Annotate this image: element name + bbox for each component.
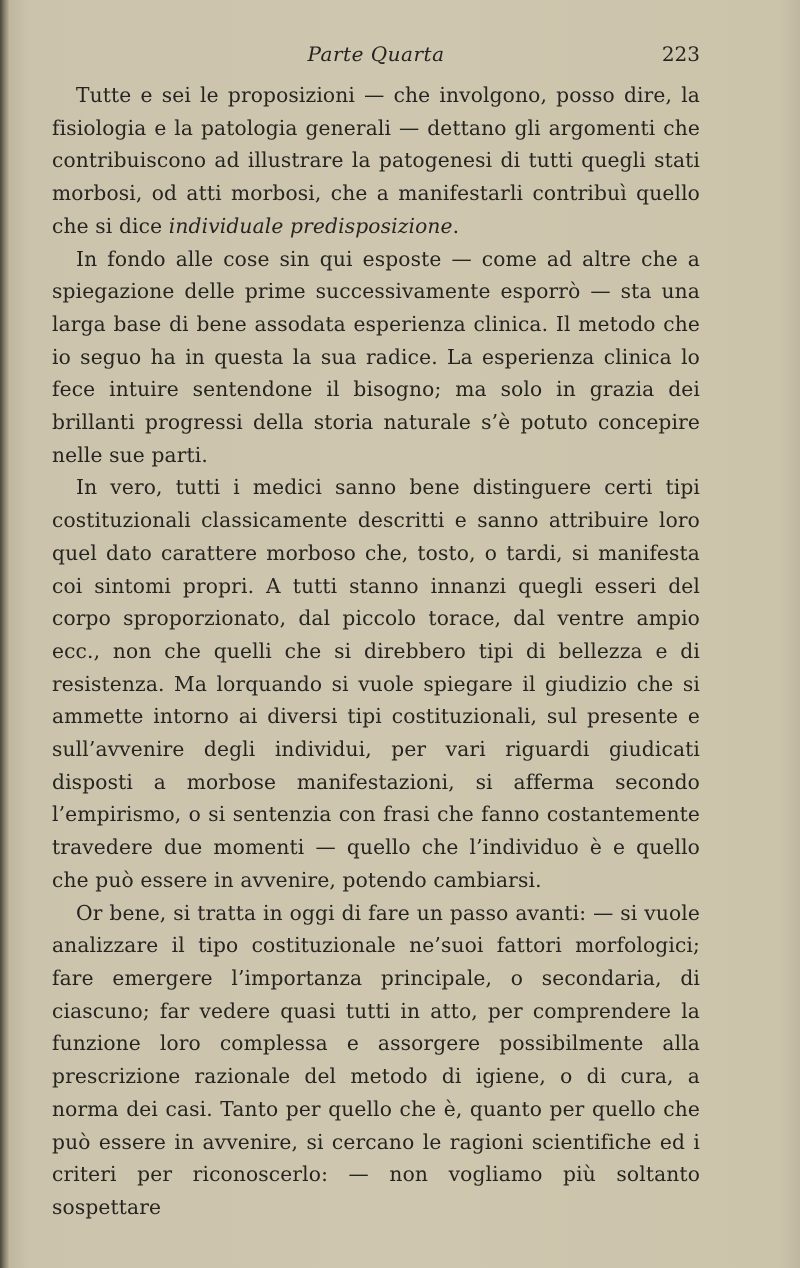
- paragraph-1-emphasis: individuale predisposizione: [168, 213, 453, 238]
- paragraph-2: In fondo alle cose sin qui esposte — come ad altre che a spiegazione delle prime successivamente esporrò — sta una larga base di bene assodata esperienza clinica. Il metodo che io seguo ha in questa la sua radice. La esperienza clinica lo fece intuire sentendone il bisogno; ma solo in grazia dei brillanti progressi della storia naturale s’è potuto concepire nelle sue parti.: [52, 246, 700, 467]
- paragraph-4: Or bene, si tratta in oggi di fare un passo avanti: — si vuole analizzare il tipo costituzionale ne’suoi fattori morfologici; fare emergere l’importanza principale, o secondaria, di ciascuno; far vedere quasi tutti in atto, per comprendere la funzione loro complessa e assorgere possibilmente alla prescrizione razionale del metodo di igiene, o di cura, a norma dei casi. Tanto per quello che è, quanto per quello che può essere in avvenire, si cercano le ragioni scientifiche ed i criteri per riconoscerlo: — non vogliamo più soltanto sospettare: [52, 900, 700, 1219]
- page-number: 223: [661, 42, 700, 66]
- paragraph-1-text: Tutte e sei le proposizioni — che involgono, posso dire, la fisiologia e la patologia generali — dettano gli argomenti che contribuiscono ad illustrare la patogenesi di tutti quegli stati morbosi, od atti morbosi, che a manifestarli contribuì quello che si dice: [52, 83, 700, 238]
- page-header: [52, 42, 700, 72]
- body-text: [52, 79, 700, 1224]
- paragraph-3: In vero, tutti i medici sanno bene distinguere certi tipi costituzionali classicamente descritti e sanno attribuire loro quel dato carattere morboso che, tosto, o tardi, si manifesta coi sintomi propri. A tutti stanno innanzi quegli esseri del corpo sproporzionato, dal piccolo torace, dal ventre ampio ecc., non che quelli che si direbbero tipi di bellezza e di resistenza. Ma lorquando si vuole spiegare il giudizio che si ammette intorno ai diversi tipi costituzionali, sul presente e sull’avvenire degli individui, per vari riguardi giudicati disposti a morbose manifestazioni, si afferma secondo l’empirismo, o si sentenzia con frasi che fanno costantemente travedere due momenti — quello che l’individuo è e quello che può essere in avvenire, potendo cambiarsi.: [52, 475, 700, 892]
- paragraph-1: [52, 79, 700, 243]
- paragraph-1-end: .: [452, 213, 460, 238]
- book-spine-shadow: [0, 0, 9, 1268]
- running-title: Parte Quarta: [307, 42, 445, 66]
